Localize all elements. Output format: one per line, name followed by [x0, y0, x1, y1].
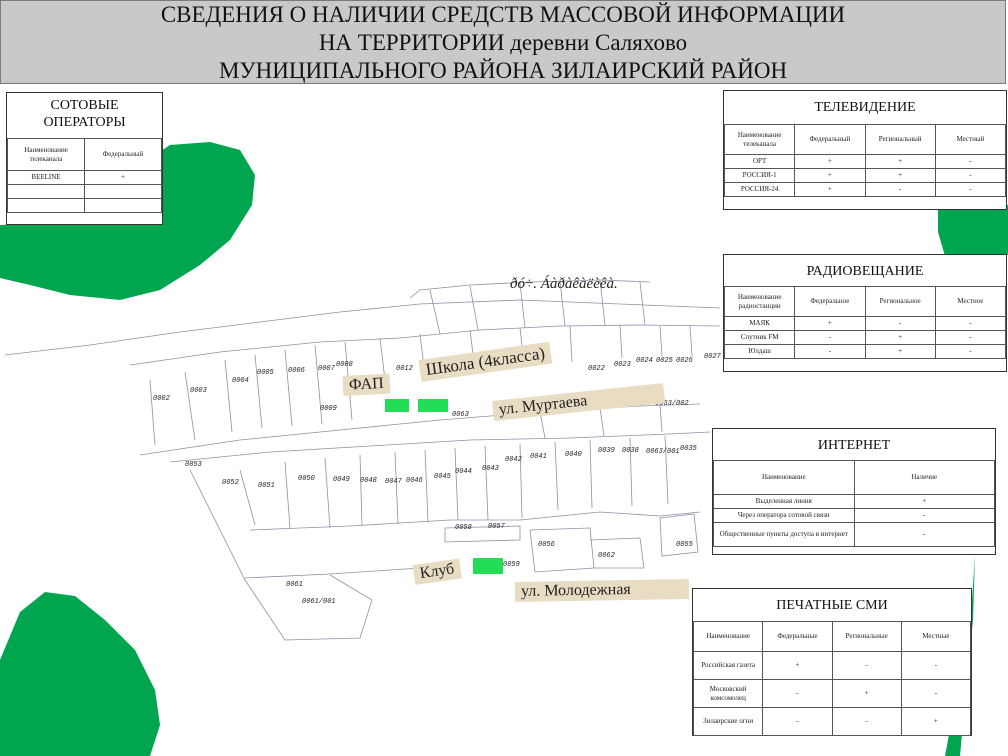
- plot-number: 0039: [598, 447, 615, 455]
- table-header: Региональный: [865, 125, 935, 155]
- fap-label: ФАП: [342, 374, 390, 396]
- table-header: Федеральное: [795, 287, 865, 317]
- table-header: Наименование: [714, 461, 855, 495]
- plot-number: 0007: [318, 365, 335, 373]
- school-building: [418, 399, 448, 412]
- plot-number: 0052: [222, 479, 239, 487]
- table-cell: +: [865, 345, 935, 359]
- plot-number: 0006: [288, 367, 305, 375]
- plot-number: 0002: [153, 395, 170, 403]
- television-panel: [723, 90, 1007, 210]
- table-cell: -: [832, 652, 901, 680]
- table-cell: +: [865, 331, 935, 345]
- print-media-table: [693, 621, 971, 736]
- table-cell: МАЯК: [725, 317, 795, 331]
- title-line-2: НА ТЕРРИТОРИИ деревни Саляхово: [318, 30, 688, 55]
- table-header: Федеральный: [795, 125, 865, 155]
- plot-number: 0062: [598, 552, 615, 560]
- table-cell: -: [935, 331, 1005, 345]
- table-cell: -: [935, 155, 1005, 169]
- table-cell: -: [935, 169, 1005, 183]
- plot-number: 0063/001: [646, 448, 680, 456]
- table-cell: [85, 199, 162, 213]
- forest-area-southwest: [0, 592, 160, 756]
- table-cell: +: [85, 171, 162, 185]
- table-cell: -: [935, 345, 1005, 359]
- plot-number: 0043: [482, 465, 499, 473]
- table-cell: +: [865, 169, 935, 183]
- plot-number: 0049: [333, 476, 350, 484]
- table-cell: -: [854, 509, 995, 523]
- table-cell: -: [865, 317, 935, 331]
- table-cell: Зилаирские огни: [694, 708, 763, 736]
- title-banner: [0, 0, 1006, 84]
- plot-number: 0057: [488, 523, 505, 531]
- table-cell: -: [763, 680, 832, 708]
- plot-number: 0022: [588, 365, 605, 373]
- internet-table: [713, 460, 995, 547]
- table-cell: [8, 185, 85, 199]
- plot-number: 0047: [385, 478, 402, 486]
- table-cell: +: [795, 183, 865, 197]
- plot-number: 0024: [636, 357, 653, 365]
- cellular-title: СОТОВЫЕ ОПЕРАТОРЫ: [43, 98, 126, 130]
- television-title: ТЕЛЕВИДЕНИЕ: [814, 100, 916, 115]
- table-cell: -: [935, 183, 1005, 197]
- river-label: ðó÷. Áàðàêàëèêà.: [510, 276, 618, 292]
- title-line-3: МУНИЦИПАЛЬНОГО РАЙОНА ЗИЛАИРСКИЙ РАЙОН: [218, 58, 788, 83]
- plot-number: 0042: [505, 456, 522, 464]
- table-cell: -: [901, 680, 970, 708]
- table-header: Наименование: [694, 622, 763, 652]
- street-murtaeva-label: ул. Муртаева: [492, 383, 665, 421]
- table-cell: -: [865, 183, 935, 197]
- cellular-operators-panel: [6, 92, 163, 225]
- plot-number: 0053: [185, 461, 202, 469]
- plot-number: 0027: [704, 353, 721, 361]
- table-cell: +: [795, 169, 865, 183]
- plot-number: 0026: [676, 357, 693, 365]
- cellular-table: [7, 138, 162, 213]
- radio-table: [724, 286, 1006, 359]
- plot-number: 0041: [530, 453, 547, 461]
- table-header: Федеральные: [763, 622, 832, 652]
- table-header: Наименование радиостанции: [725, 287, 795, 317]
- plot-number: 0063: [452, 411, 469, 419]
- plot-number: 0063/002: [655, 400, 689, 408]
- table-cell: РОССИЯ-24: [725, 183, 795, 197]
- table-header: Наименование телеканала: [8, 139, 85, 171]
- table-cell: -: [795, 331, 865, 345]
- table-cell: +: [832, 680, 901, 708]
- school-label: Школа (4класса): [418, 342, 552, 382]
- plot-number: 0012: [396, 365, 413, 373]
- table-cell: -: [935, 317, 1005, 331]
- table-cell: -: [832, 708, 901, 736]
- table-cell: Юлдаш: [725, 345, 795, 359]
- plot-number: 0044: [455, 468, 472, 476]
- table-cell: [8, 199, 85, 213]
- plot-number: 0009: [320, 405, 337, 413]
- table-cell: Российская газета: [694, 652, 763, 680]
- plot-number: 0061/001: [302, 598, 336, 606]
- table-cell: -: [795, 345, 865, 359]
- table-cell: +: [763, 652, 832, 680]
- plot-number: 0038: [622, 447, 639, 455]
- table-header: Наличие: [854, 461, 995, 495]
- plot-number: 0004: [232, 377, 249, 385]
- table-cell: [85, 185, 162, 199]
- club-label: Клуб: [413, 559, 462, 585]
- plot-number: 0051: [258, 482, 275, 490]
- plot-number: 0059: [503, 561, 520, 569]
- table-cell: +: [854, 495, 995, 509]
- table-header: Местные: [901, 622, 970, 652]
- plot-number: 0035: [680, 445, 697, 453]
- table-cell: +: [795, 155, 865, 169]
- plot-number: 0056: [538, 541, 555, 549]
- table-cell: Через оператора сотовой связи: [714, 509, 855, 523]
- table-cell: -: [901, 652, 970, 680]
- table-cell: -: [763, 708, 832, 736]
- plot-number: 0058: [455, 524, 472, 532]
- plot-number: 0023: [614, 361, 631, 369]
- plot-number: 0048: [360, 477, 377, 485]
- table-cell: Общественные пункты доступа в интернет: [714, 523, 855, 547]
- fap-building: [385, 399, 409, 412]
- street-molodezhnaya-label: ул. Молодежная: [515, 579, 689, 602]
- table-header: Региональное: [865, 287, 935, 317]
- plot-number: 0061: [286, 581, 303, 589]
- table-cell: BEELINE: [8, 171, 85, 185]
- table-cell: +: [795, 317, 865, 331]
- plot-number: 0003: [190, 387, 207, 395]
- table-cell: +: [865, 155, 935, 169]
- title-line-1: СВЕДЕНИЯ О НАЛИЧИИ СРЕДСТВ МАССОВОЙ ИНФОРМАЦИИ: [160, 2, 846, 27]
- plot-number: 0045: [434, 473, 451, 481]
- internet-panel: [712, 428, 996, 555]
- table-cell: ОРТ: [725, 155, 795, 169]
- plot-number: 0008: [336, 361, 353, 369]
- radio-title: РАДИОВЕЩАНИЕ: [806, 264, 924, 279]
- forest-area-east-top: [938, 205, 1008, 256]
- plot-number: 0050: [298, 475, 315, 483]
- print-media-panel: [692, 588, 972, 736]
- plot-number: 0046: [406, 477, 423, 485]
- table-header: Местное: [935, 287, 1005, 317]
- table-header: Местный: [935, 125, 1005, 155]
- radio-panel: [723, 254, 1007, 372]
- table-cell: Спутник FM: [725, 331, 795, 345]
- table-cell: Московский комсомолец: [694, 680, 763, 708]
- table-cell: Выделенная линия: [714, 495, 855, 509]
- table-header: Федеральный: [85, 139, 162, 171]
- table-cell: РОССИЯ-1: [725, 169, 795, 183]
- plot-number: 0005: [257, 369, 274, 377]
- television-table: [724, 124, 1006, 197]
- table-header: Региональные: [832, 622, 901, 652]
- table-cell: +: [901, 708, 970, 736]
- table-cell: -: [854, 523, 995, 547]
- plot-number: 0055: [676, 541, 693, 549]
- print-media-title: ПЕЧАТНЫЕ СМИ: [776, 598, 888, 613]
- plot-number: 0040: [565, 451, 582, 459]
- table-header: Наименование телеканала: [725, 125, 795, 155]
- club-building: [473, 558, 503, 574]
- internet-title: ИНТЕРНЕТ: [817, 438, 891, 453]
- plot-number: 0025: [656, 357, 673, 365]
